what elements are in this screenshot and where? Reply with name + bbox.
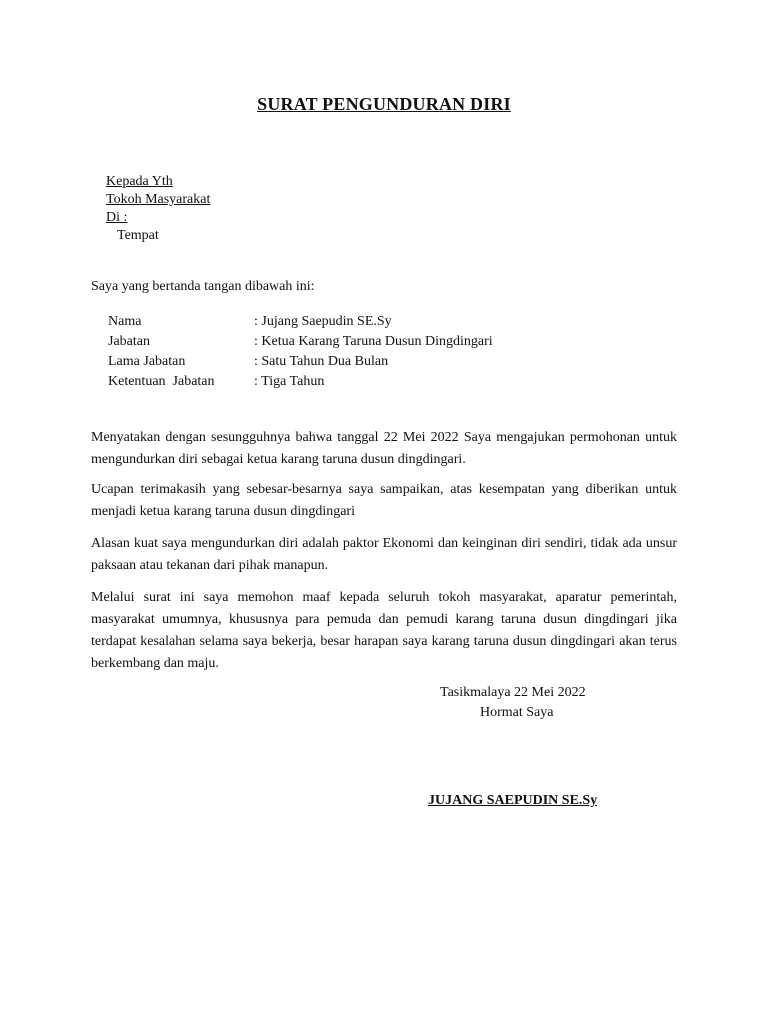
detail-value: : Satu Tahun Dua Bulan: [254, 354, 389, 369]
identity-details: [108, 312, 493, 392]
address-line-2: Tokoh Masyarakat: [106, 192, 211, 207]
paragraph-apology: Melalui surat ini saya memohon maaf kepada seluruh tokoh masyarakat, aparatur pemerintah, masyarakat umumnya, khususnya para pemuda dan pemudi karang taruna dusun dingdingari jika terdapat kesalahan selama saya bekerja, besar harapan saya karang taruna dusun dingdingari akan terus berkembang dan maju.: [91, 590, 677, 671]
detail-label: Lama Jabatan: [108, 354, 186, 369]
place-date: Tasikmalaya 22 Mei 2022: [440, 685, 586, 700]
paragraph-reason: Alasan kuat saya mengundurkan diri adalah paktor Ekonomi dan keinginan diri sendiri, tidak ada unsur paksaan atau tekanan dari pihak manapun.: [91, 536, 677, 573]
detail-label: Jabatan: [108, 334, 150, 349]
detail-row-name: [108, 312, 493, 332]
detail-row-term: [108, 372, 493, 392]
intro-text: Saya yang bertanda tangan dibawah ini:: [91, 279, 315, 294]
closing-block: [440, 683, 586, 723]
recipient-address: [106, 173, 210, 245]
paragraph-statement: Menyatakan dengan sesungguhnya bahwa tanggal 22 Mei 2022 Saya mengajukan permohonan untuk mengundurkan diri sebagai ketua karang taruna dusun dingdingari.: [91, 430, 677, 467]
address-place: Tempat: [117, 228, 159, 243]
address-line-3: Di :: [106, 210, 128, 225]
detail-value: : Ketua Karang Taruna Dusun Dingdingari: [254, 334, 493, 349]
regards: Hormat Saya: [480, 705, 554, 720]
detail-label: Ketentuan Jabatan: [108, 374, 215, 389]
paragraph-thanks: Ucapan terimakasih yang sebesar-besarnya saya sampaikan, atas kesempatan yang diberikan untuk menjadi ketua karang taruna dusun dingdingari: [91, 482, 677, 519]
signer-name: JUJANG SAEPUDIN SE.Sy: [428, 793, 598, 808]
detail-row-tenure: [108, 352, 493, 372]
letter-title: SURAT PENGUNDURAN DIRI: [257, 94, 511, 114]
detail-value: : Jujang Saepudin SE.Sy: [254, 314, 392, 329]
detail-row-position: [108, 332, 493, 352]
detail-value: : Tiga Tahun: [254, 374, 325, 389]
address-line-1: Kepada Yth: [106, 174, 173, 189]
detail-label: Nama: [108, 314, 142, 329]
